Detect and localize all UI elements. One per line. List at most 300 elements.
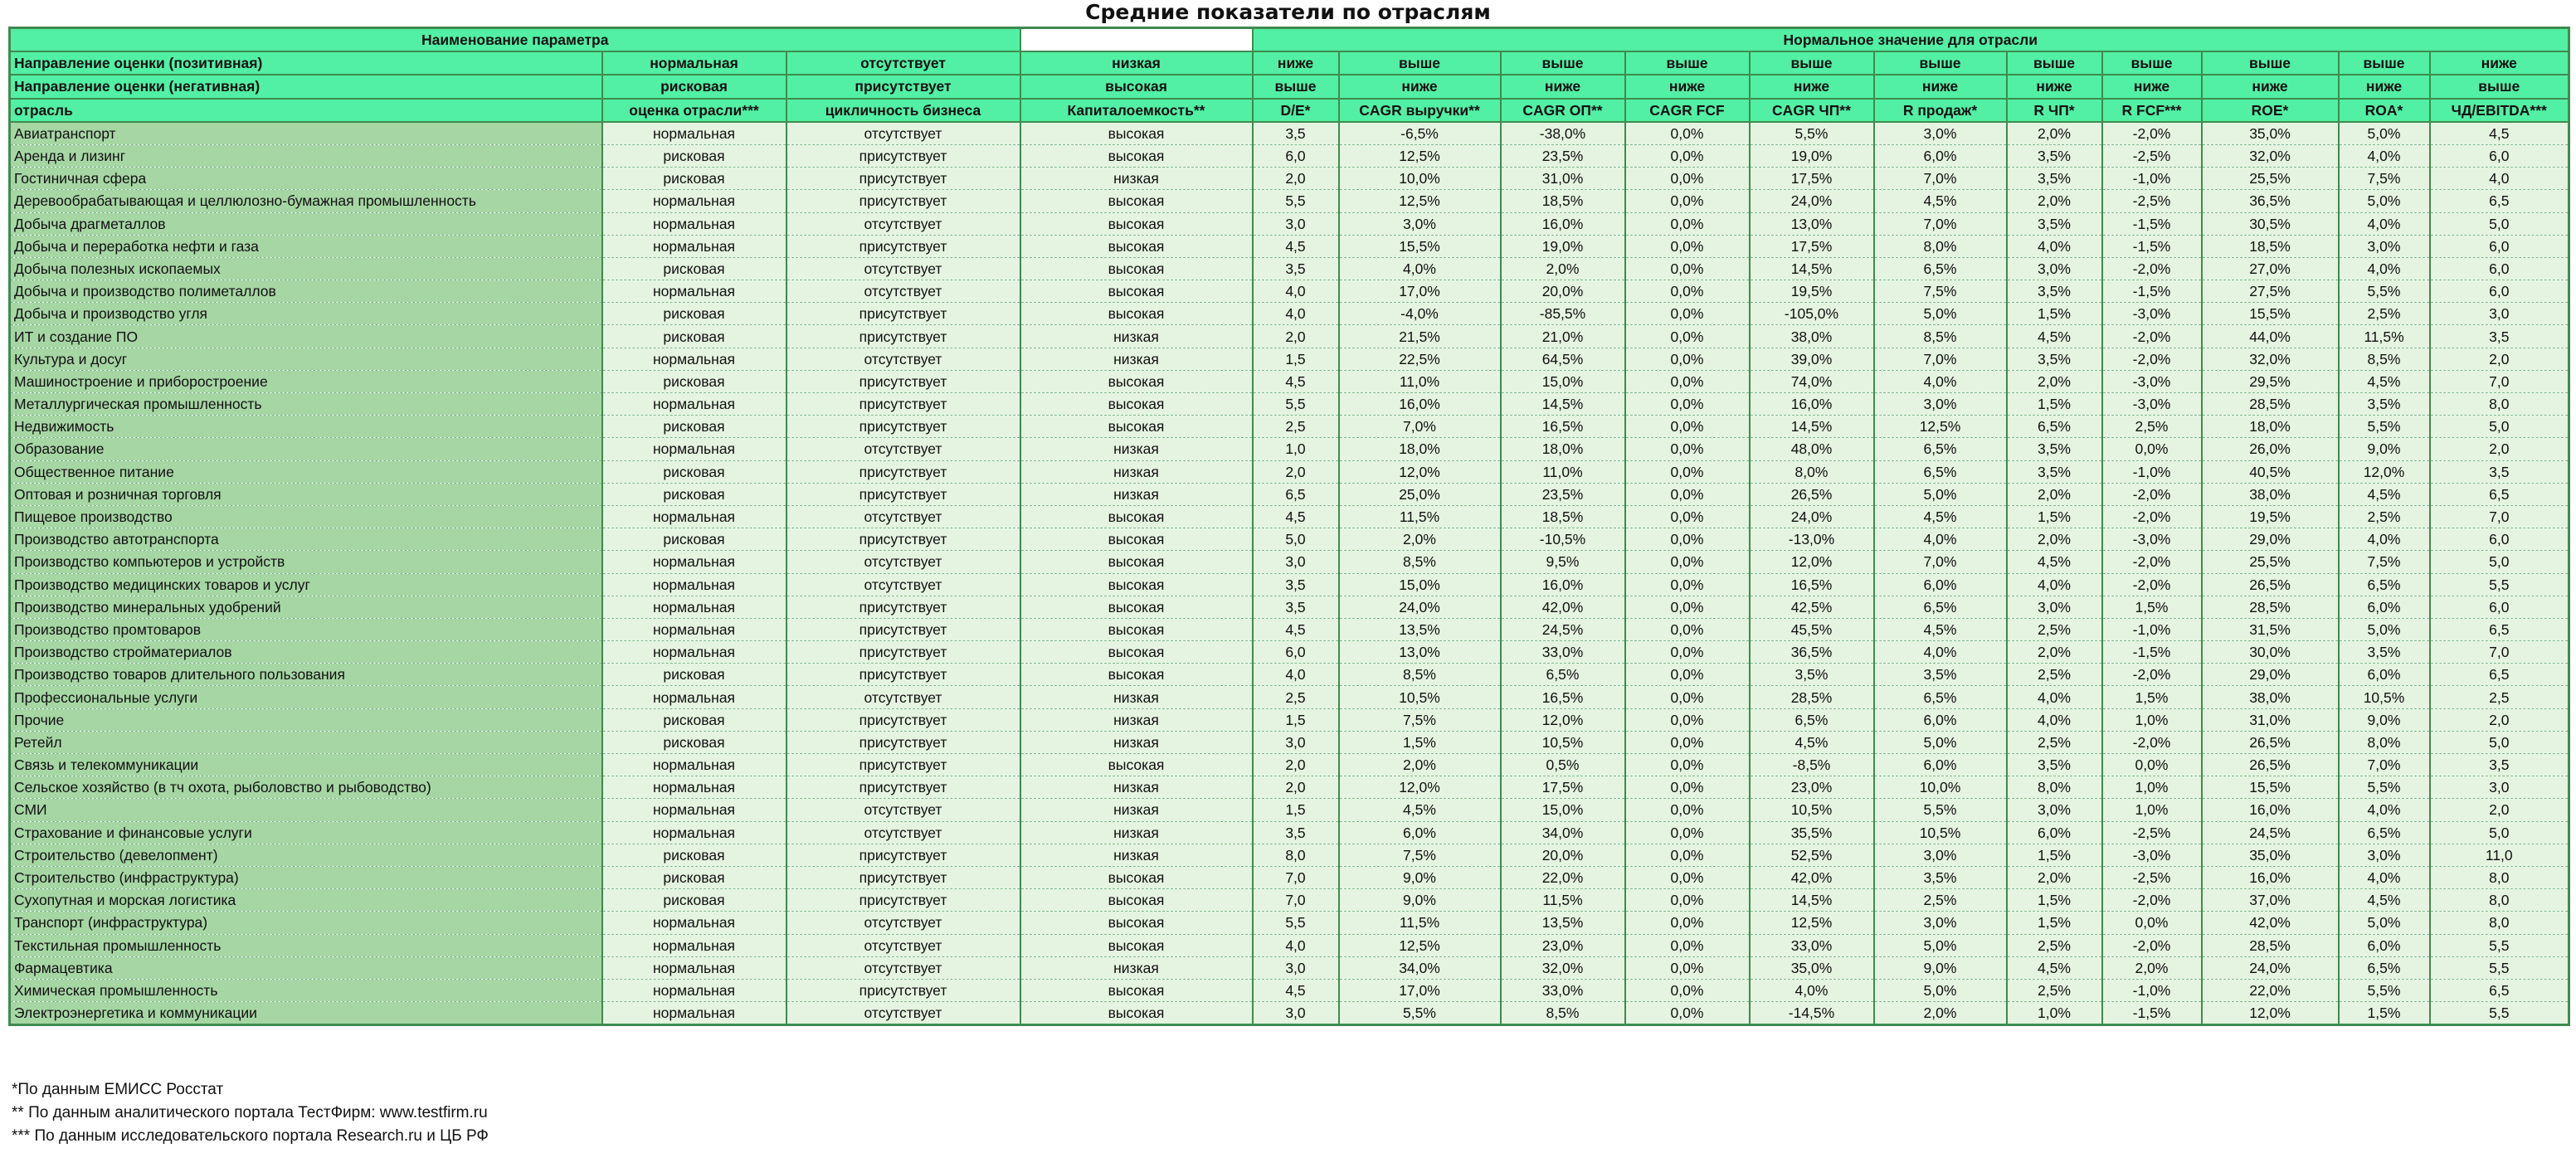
value-cell: отсутствует (786, 686, 1020, 708)
value-cell: 10,5% (1750, 799, 1874, 821)
value-cell: 6,0 (2430, 235, 2569, 257)
value-cell: -2,0% (2102, 731, 2202, 753)
table-row (10, 460, 2569, 483)
value-cell: 0,0% (1625, 257, 1750, 280)
header-cell: выше (2102, 51, 2202, 75)
value-cell: нормальная (602, 618, 786, 640)
header-cell: ниже (2430, 51, 2569, 75)
value-cell: 10,5% (2339, 686, 2430, 708)
header-cell: R продаж* (1874, 99, 2007, 122)
table-row (10, 438, 2569, 460)
value-cell: рисковая (602, 257, 786, 280)
value-cell: 0,0% (1625, 934, 1750, 956)
value-cell: 37,0% (2202, 889, 2339, 912)
value-cell: 4,5 (2430, 122, 2569, 145)
table-row (10, 505, 2569, 528)
industry-name-cell: Производство автотранспорта (10, 528, 602, 551)
header-cell: низкая (1020, 51, 1253, 75)
value-cell: 9,5% (1501, 551, 1625, 573)
value-cell: 6,5% (2339, 956, 2430, 979)
value-cell: 1,5 (1253, 799, 1339, 821)
value-cell: рисковая (602, 528, 786, 551)
value-cell: отсутствует (786, 348, 1020, 370)
value-cell: 0,0% (1625, 731, 1750, 753)
table-row (10, 483, 2569, 505)
value-cell: 29,5% (2202, 370, 2339, 392)
value-cell: 18,5% (1501, 190, 1625, 212)
value-cell: -2,0% (2102, 483, 2202, 505)
value-cell: 5,5% (2339, 416, 2430, 438)
value-cell: 29,0% (2202, 528, 2339, 551)
value-cell: высокая (1020, 1002, 1253, 1025)
value-cell: 3,5% (2007, 348, 2102, 370)
table-row (10, 821, 2569, 844)
value-cell: -2,5% (2102, 821, 2202, 844)
value-cell: 3,5% (2007, 438, 2102, 460)
value-cell: 7,0 (1253, 866, 1339, 888)
value-cell: отсутствует (786, 956, 1020, 979)
table-row (10, 956, 2569, 979)
value-cell: -2,0% (2102, 664, 2202, 686)
value-cell: 4,0% (2339, 528, 2430, 551)
value-cell: 27,5% (2202, 280, 2339, 303)
value-cell: 24,5% (1501, 618, 1625, 640)
header-cell: выше (2202, 51, 2339, 75)
value-cell: 38,0% (2202, 686, 2339, 708)
value-cell: 2,0 (1253, 168, 1339, 190)
value-cell: -1,0% (2102, 460, 2202, 483)
value-cell: -1,5% (2102, 280, 2202, 303)
value-cell: 10,5% (1874, 821, 2007, 844)
industry-name-cell: ИТ и создание ПО (10, 325, 602, 348)
value-cell: -1,5% (2102, 1002, 2202, 1025)
value-cell: низкая (1020, 348, 1253, 370)
value-cell: 2,5% (2007, 934, 2102, 956)
value-cell: 3,5 (1253, 257, 1339, 280)
value-cell: рисковая (602, 483, 786, 505)
value-cell: 1,5% (2007, 912, 2102, 934)
value-cell: 15,5% (1339, 235, 1501, 257)
table-row (10, 866, 2569, 888)
industry-name-cell: Недвижимость (10, 416, 602, 438)
value-cell: низкая (1020, 799, 1253, 821)
industry-name-cell: Общественное питание (10, 460, 602, 483)
value-cell: 4,5 (1253, 370, 1339, 392)
header-cell: ниже (1339, 75, 1501, 98)
value-cell: 16,0% (1750, 393, 1874, 416)
value-cell: рисковая (602, 144, 786, 167)
value-cell: низкая (1020, 483, 1253, 505)
table-row (10, 596, 2569, 618)
value-cell: 17,5% (1750, 235, 1874, 257)
value-cell: 6,0 (1253, 144, 1339, 167)
value-cell: 7,0% (1874, 551, 2007, 573)
table-row (10, 754, 2569, 776)
value-cell: 6,5% (1874, 686, 2007, 708)
value-cell: отсутствует (786, 551, 1020, 573)
value-cell: 33,0% (1750, 934, 1874, 956)
value-cell: присутствует (786, 664, 1020, 686)
value-cell: 9,0% (1874, 956, 2007, 979)
value-cell: 16,5% (1501, 686, 1625, 708)
value-cell: 38,0% (1750, 325, 1874, 348)
value-cell: 15,0% (1501, 799, 1625, 821)
value-cell: нормальная (602, 348, 786, 370)
value-cell: 31,0% (2202, 708, 2339, 731)
value-cell: 42,0% (1501, 596, 1625, 618)
value-cell: -1,5% (2102, 235, 2202, 257)
value-cell: 4,0% (2007, 708, 2102, 731)
value-cell: 22,5% (1339, 348, 1501, 370)
value-cell: рисковая (602, 708, 786, 731)
industry-name-cell: Гостиничная сфера (10, 168, 602, 190)
value-cell: 2,0 (2430, 708, 2569, 731)
value-cell: 3,5% (1874, 866, 2007, 888)
value-cell: 20,0% (1501, 844, 1625, 866)
value-cell: низкая (1020, 776, 1253, 799)
value-cell: 0,5% (1501, 754, 1625, 776)
value-cell: отсутствует (786, 912, 1020, 934)
value-cell: -6,5% (1339, 122, 1501, 145)
value-cell: -3,0% (2102, 528, 2202, 551)
value-cell: 0,0% (1625, 844, 1750, 866)
value-cell: 4,5 (1253, 505, 1339, 528)
value-cell: 27,0% (2202, 257, 2339, 280)
value-cell: 4,5% (2007, 551, 2102, 573)
value-cell: присутствует (786, 460, 1020, 483)
value-cell: 12,5% (1339, 934, 1501, 956)
value-cell: присутствует (786, 641, 1020, 664)
value-cell: высокая (1020, 212, 1253, 235)
footnotes (12, 1078, 489, 1148)
value-cell: 12,5% (1339, 144, 1501, 167)
value-cell: 0,0% (1625, 641, 1750, 664)
value-cell: 0,0% (1625, 618, 1750, 640)
value-cell: присутствует (786, 168, 1020, 190)
value-cell: 5,0% (1874, 934, 2007, 956)
value-cell: 35,0% (1750, 956, 1874, 979)
value-cell: 18,0% (1501, 438, 1625, 460)
value-cell: нормальная (602, 122, 786, 145)
value-cell: 2,0 (1253, 754, 1339, 776)
value-cell: отсутствует (786, 122, 1020, 145)
header-cell: выше (1501, 51, 1625, 75)
value-cell: 17,0% (1339, 280, 1501, 303)
value-cell: 8,0 (2430, 912, 2569, 934)
value-cell: нормальная (602, 912, 786, 934)
value-cell: 1,5% (2339, 1002, 2430, 1025)
value-cell: отсутствует (786, 257, 1020, 280)
value-cell: высокая (1020, 280, 1253, 303)
value-cell: 16,0% (1501, 212, 1625, 235)
value-cell: 5,0% (1874, 303, 2007, 325)
value-cell: 2,0% (2007, 122, 2102, 145)
table-row (10, 168, 2569, 190)
value-cell: 19,5% (1750, 280, 1874, 303)
value-cell: 2,0% (2007, 370, 2102, 392)
value-cell: 3,0% (1874, 122, 2007, 145)
header-cell: R ЧП* (2007, 99, 2102, 122)
value-cell: высокая (1020, 618, 1253, 640)
value-cell: 3,5% (2007, 212, 2102, 235)
value-cell: высокая (1020, 754, 1253, 776)
value-cell: 11,5% (1339, 912, 1501, 934)
value-cell: 6,0% (1339, 821, 1501, 844)
value-cell: 48,0% (1750, 438, 1874, 460)
value-cell: 10,0% (1874, 776, 2007, 799)
value-cell: 6,0 (2430, 528, 2569, 551)
value-cell: присутствует (786, 393, 1020, 416)
value-cell: нормальная (602, 1002, 786, 1025)
header-cell: выше (1874, 51, 2007, 75)
value-cell: присутствует (786, 596, 1020, 618)
table-row (10, 934, 2569, 956)
value-cell: 21,5% (1339, 325, 1501, 348)
industry-name-cell: Прочие (10, 708, 602, 731)
value-cell: 4,5% (2339, 370, 2430, 392)
value-cell: 19,5% (2202, 505, 2339, 528)
value-cell: -2,0% (2102, 505, 2202, 528)
value-cell: 2,0% (2007, 528, 2102, 551)
value-cell: высокая (1020, 505, 1253, 528)
table-row (10, 190, 2569, 212)
value-cell: высокая (1020, 235, 1253, 257)
value-cell: присутствует (786, 708, 1020, 731)
value-cell: 5,0% (2339, 618, 2430, 640)
value-cell: 0,0% (1625, 370, 1750, 392)
value-cell: 0,0% (1625, 912, 1750, 934)
value-cell: 12,0% (1501, 708, 1625, 731)
value-cell: 1,5% (2102, 686, 2202, 708)
industry-name-cell: Производство стройматериалов (10, 641, 602, 664)
header-cell: ниже (2102, 75, 2202, 98)
value-cell: низкая (1020, 844, 1253, 866)
value-cell: 15,0% (1339, 573, 1501, 596)
value-cell: 4,0% (2339, 799, 2430, 821)
value-cell: 4,5% (2007, 325, 2102, 348)
header-row2 (10, 51, 2569, 75)
header-row3 (10, 75, 2569, 98)
table-row (10, 416, 2569, 438)
value-cell: 26,5% (2202, 573, 2339, 596)
value-cell: 28,5% (2202, 393, 2339, 416)
value-cell: 0,0% (1625, 551, 1750, 573)
industry-name-cell: Сухопутная и морская логистика (10, 889, 602, 912)
value-cell: 8,5% (1874, 325, 2007, 348)
industry-name-cell: СМИ (10, 799, 602, 821)
value-cell: 5,0% (1874, 483, 2007, 505)
value-cell: 7,5% (2339, 551, 2430, 573)
value-cell: 3,0% (2007, 799, 2102, 821)
value-cell: 15,0% (1501, 370, 1625, 392)
value-cell: 52,5% (1750, 844, 1874, 866)
value-cell: нормальная (602, 934, 786, 956)
value-cell: 4,5% (2007, 956, 2102, 979)
param-name-header: Наименование параметра (10, 28, 1020, 52)
value-cell: 12,5% (1339, 190, 1501, 212)
value-cell: рисковая (602, 889, 786, 912)
value-cell: 2,0 (1253, 325, 1339, 348)
value-cell: 3,5 (1253, 122, 1339, 145)
value-cell: 6,5 (2430, 664, 2569, 686)
value-cell: 7,5% (1874, 280, 2007, 303)
value-cell: 3,5% (2339, 393, 2430, 416)
value-cell: 9,0% (2339, 438, 2430, 460)
value-cell: отсутствует (786, 934, 1020, 956)
value-cell: присутствует (786, 618, 1020, 640)
value-cell: присутствует (786, 776, 1020, 799)
industry-name-cell: Фармацевтика (10, 956, 602, 979)
industry-norm-header: Нормальное значение для отрасли (1253, 28, 2569, 52)
value-cell: 6,0% (2339, 934, 2430, 956)
industry-table (8, 27, 2570, 1026)
value-cell: 6,0% (2339, 596, 2430, 618)
value-cell: 8,5% (2339, 348, 2430, 370)
value-cell: 4,0 (1253, 303, 1339, 325)
header-cell: рисковая (602, 75, 786, 98)
value-cell: 6,5% (1874, 257, 2007, 280)
value-cell: 39,0% (1750, 348, 1874, 370)
value-cell: 4,0% (1750, 979, 1874, 1001)
value-cell: 8,0% (1874, 235, 2007, 257)
value-cell: 33,0% (1501, 641, 1625, 664)
value-cell: 0,0% (1625, 303, 1750, 325)
value-cell: 6,0 (2430, 596, 2569, 618)
header-cell: высокая (1020, 75, 1253, 98)
value-cell: нормальная (602, 505, 786, 528)
value-cell: рисковая (602, 416, 786, 438)
value-cell: 6,0% (2007, 821, 2102, 844)
value-cell: 4,0 (1253, 934, 1339, 956)
value-cell: 6,5% (1750, 708, 1874, 731)
value-cell: 0,0% (1625, 573, 1750, 596)
value-cell: 0,0% (1625, 708, 1750, 731)
value-cell: 18,5% (2202, 235, 2339, 257)
header-cell: CAGR выручки** (1339, 99, 1501, 122)
value-cell: 3,0% (2339, 844, 2430, 866)
value-cell: 0,0% (1625, 889, 1750, 912)
value-cell: 45,5% (1750, 618, 1874, 640)
value-cell: 6,0% (1874, 144, 2007, 167)
value-cell: высокая (1020, 551, 1253, 573)
value-cell: -105,0% (1750, 303, 1874, 325)
value-cell: 18,5% (1501, 505, 1625, 528)
value-cell: 3,5% (2007, 754, 2102, 776)
industry-name-cell: Строительство (девелопмент) (10, 844, 602, 866)
value-cell: 0,0% (1625, 979, 1750, 1001)
value-cell: 6,0 (1253, 641, 1339, 664)
value-cell: 1,5% (2007, 844, 2102, 866)
value-cell: низкая (1020, 731, 1253, 753)
value-cell: 35,0% (2202, 122, 2339, 145)
value-cell: 18,0% (1339, 438, 1501, 460)
value-cell: 2,5% (2339, 505, 2430, 528)
value-cell: 17,5% (1750, 168, 1874, 190)
header-cell: выше (2007, 51, 2102, 75)
value-cell: -1,5% (2102, 212, 2202, 235)
value-cell: 5,0 (2430, 731, 2569, 753)
value-cell: 8,0% (2007, 776, 2102, 799)
value-cell: 5,5% (1339, 1002, 1501, 1025)
header-row4 (10, 99, 2569, 122)
value-cell: высокая (1020, 393, 1253, 416)
value-cell: 10,0% (1339, 168, 1501, 190)
footnote-testfirm: ** По данным аналитического портала ТестФирм: www.testfirm.ru (12, 1104, 488, 1121)
value-cell: 6,5 (2430, 979, 2569, 1001)
industry-name-cell: Добыча драгметаллов (10, 212, 602, 235)
table-row (10, 348, 2569, 370)
value-cell: 3,5% (2007, 280, 2102, 303)
industry-name-cell: Профессиональные услуги (10, 686, 602, 708)
value-cell: 64,5% (1501, 348, 1625, 370)
header-cell: ROE* (2202, 99, 2339, 122)
value-cell: 11,0 (2430, 844, 2569, 866)
footnote-rosstat: *По данным ЕМИСС Росстат (12, 1081, 224, 1098)
page-title: Средние показатели по отраслям (1085, 0, 1491, 24)
header-cell: отсутствует (786, 51, 1020, 75)
value-cell: 3,5% (2007, 460, 2102, 483)
value-cell: 35,0% (2202, 844, 2339, 866)
value-cell: рисковая (602, 325, 786, 348)
value-cell: нормальная (602, 235, 786, 257)
industry-name-cell: Электроэнергетика и коммуникации (10, 1002, 602, 1025)
value-cell: 0,0% (1625, 460, 1750, 483)
value-cell: высокая (1020, 416, 1253, 438)
value-cell: присутствует (786, 416, 1020, 438)
industry-name-cell: Связь и телекоммуникации (10, 754, 602, 776)
value-cell: низкая (1020, 821, 1253, 844)
value-cell: низкая (1020, 168, 1253, 190)
value-cell: 9,0% (1339, 866, 1501, 888)
industry-name-cell: Производство промтоваров (10, 618, 602, 640)
value-cell: высокая (1020, 122, 1253, 145)
value-cell: 35,5% (1750, 821, 1874, 844)
value-cell: 3,0% (2007, 596, 2102, 618)
header-cell: CAGR ОП** (1501, 99, 1625, 122)
value-cell: 3,0 (1253, 1002, 1339, 1025)
value-cell: -2,5% (2102, 866, 2202, 888)
value-cell: 31,0% (1501, 168, 1625, 190)
header-cell: выше (1253, 75, 1339, 98)
table-row (10, 257, 2569, 280)
value-cell: -1,0% (2102, 168, 2202, 190)
value-cell: 6,5% (1874, 438, 2007, 460)
header-cell: ниже (2339, 75, 2430, 98)
value-cell: 38,0% (2202, 483, 2339, 505)
value-cell: 7,5% (1339, 844, 1501, 866)
value-cell: присутствует (786, 528, 1020, 551)
value-cell: 30,0% (2202, 641, 2339, 664)
value-cell: нормальная (602, 979, 786, 1001)
value-cell: 0,0% (1625, 664, 1750, 686)
table-row (10, 303, 2569, 325)
value-cell: 23,0% (1750, 776, 1874, 799)
value-cell: 6,5% (2339, 821, 2430, 844)
value-cell: рисковая (602, 731, 786, 753)
value-cell: 1,5% (2007, 393, 2102, 416)
value-cell: 34,0% (1501, 821, 1625, 844)
value-cell: присутствует (786, 483, 1020, 505)
value-cell: 3,0 (1253, 731, 1339, 753)
value-cell: 0,0% (1625, 866, 1750, 888)
value-cell: 2,5% (2007, 664, 2102, 686)
value-cell: 8,0 (2430, 393, 2569, 416)
value-cell: 33,0% (1501, 979, 1625, 1001)
value-cell: 4,0 (1253, 280, 1339, 303)
value-cell: 4,0% (2007, 235, 2102, 257)
value-cell: 6,5% (1874, 460, 2007, 483)
value-cell: 24,0% (1339, 596, 1501, 618)
